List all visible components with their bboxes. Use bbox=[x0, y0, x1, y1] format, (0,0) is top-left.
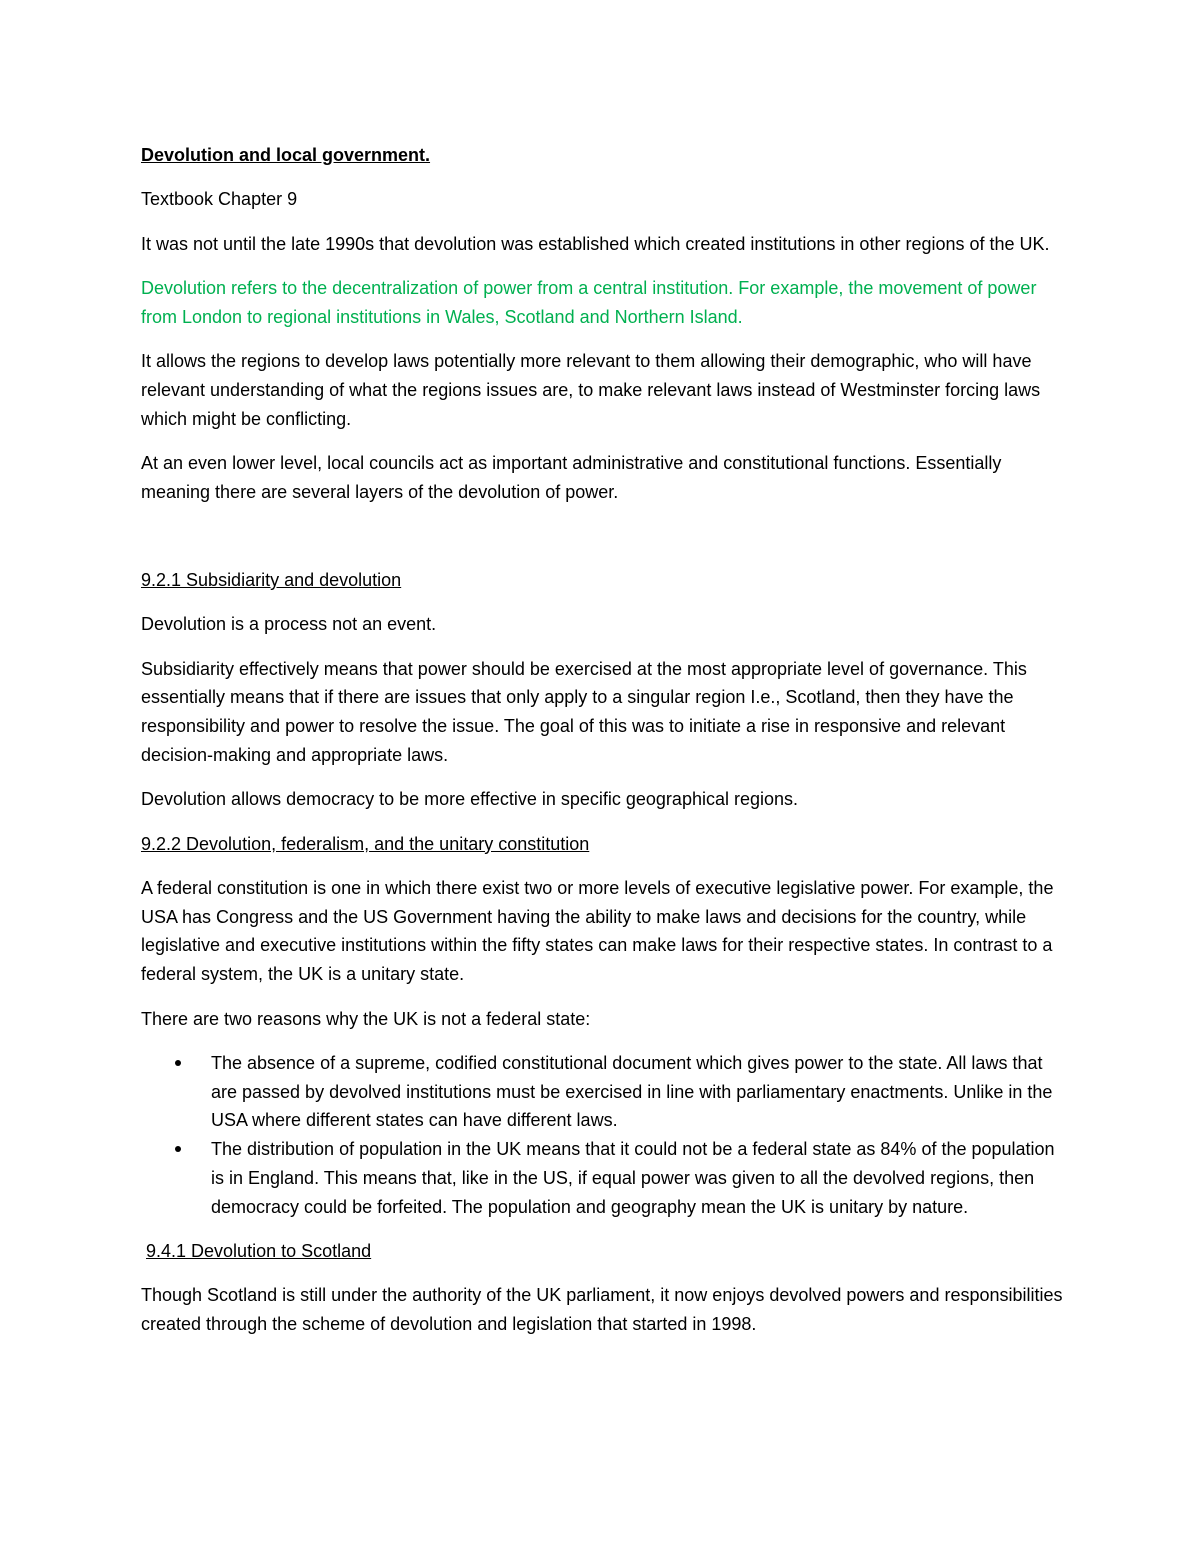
list-item bbox=[211, 1135, 1066, 1221]
local-councils-paragraph: At an even lower level, local councils act as important administrative and constitutional functions. Essentially meaning there are several layers of the devolution of power. bbox=[141, 452, 1002, 502]
section-922-paragraph-1: A federal constitution is one in which there exist two or more levels of executive legislative power. For example, the USA has Congress and the US Government having the ability to make laws and decisions for the country, while legislative and executive institutions within the fifty states can make laws for their respective states. In contrast to a federal system, the UK is a unitary state. bbox=[141, 877, 1054, 985]
regions-paragraph: It allows the regions to develop laws potentially more relevant to them allowing their demographic, who will have relevant understanding of what the regions issues are, to make relevant laws instead of Westminster forcing laws which might be conflicting. bbox=[141, 350, 1041, 429]
section-921-paragraph-1: Devolution is a process not an event. bbox=[141, 614, 437, 635]
reasons-list bbox=[141, 1049, 1066, 1222]
section-922-paragraph-2: There are two reasons why the UK is not a federal state: bbox=[141, 1008, 591, 1029]
section-941-paragraph-1: Though Scotland is still under the authority of the UK parliament, it now enjoys devolved powers and responsibilities created through the scheme of devolution and legislation that started in 1998. bbox=[141, 1285, 1063, 1335]
section-heading-921 bbox=[141, 566, 1066, 595]
bullet-icon bbox=[175, 1060, 181, 1066]
bullet-icon bbox=[175, 1146, 181, 1152]
definition-paragraph: Devolution refers to the decentralization of power from a central institution. For example, the movement of power from London to regional institutions in Wales, Scotland and Northern Island. bbox=[141, 277, 1037, 327]
section-921-paragraph-3: Devolution allows democracy to be more effective in specific geographical regions. bbox=[141, 789, 799, 810]
intro-paragraph: It was not until the late 1990s that devolution was established which created institutions in other regions of the UK. bbox=[141, 233, 1050, 254]
list-item-text: The absence of a supreme, codified constitutional document which gives power to the state. All laws that are passed by devolved institutions must be exercised in line with parliamentary enactments. Unlike in the USA where different states can have different laws. bbox=[211, 1052, 1053, 1131]
section-921-paragraph-2: Subsidiarity effectively means that power should be exercised at the most appropriate level of governance. This essentially means that if there are issues that only apply to a singular region I.e., Scotland, then they have the responsibility and power to resolve the issue. The goal of this was to initiate a rise in responsive and relevant decision-making and appropriate laws. bbox=[141, 658, 1027, 765]
document-title: Devolution and local government. bbox=[141, 145, 431, 165]
list-item-text: The distribution of population in the UK means that it could not be a federal state as 84% of the population is in England. This means that, like in the US, if equal power was given to all the devolved regions, then democracy could be forfeited. The population and geography mean the UK is unitary by nature. bbox=[211, 1139, 1055, 1217]
section-heading-941-text: 9.4.1 Devolution to Scotland bbox=[146, 1241, 372, 1262]
section-heading-922-text: 9.2.2 Devolution, federalism, and the unitary constitution bbox=[141, 833, 590, 854]
document-subtitle: Textbook Chapter 9 bbox=[141, 189, 298, 210]
section-heading-941 bbox=[141, 1237, 1066, 1266]
section-heading-921-text: 9.2.1 Subsidiarity and devolution bbox=[141, 569, 402, 590]
section-heading-922 bbox=[141, 830, 1066, 859]
document-body bbox=[141, 141, 1066, 1355]
list-item bbox=[211, 1049, 1066, 1135]
blank-line bbox=[141, 522, 1066, 566]
